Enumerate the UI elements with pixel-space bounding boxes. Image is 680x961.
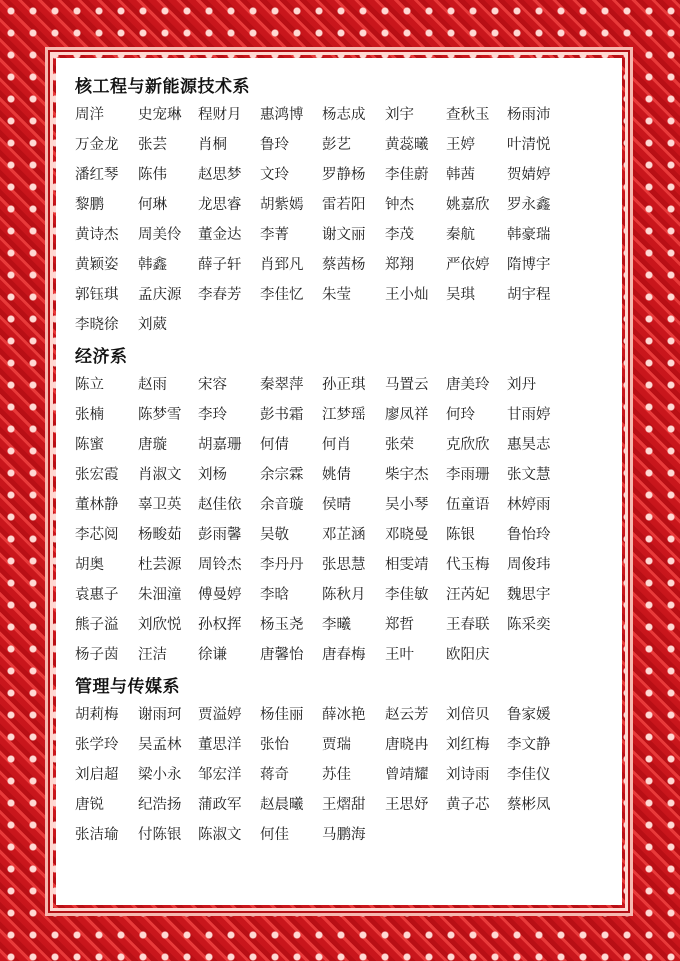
student-name: 王婷 [446, 137, 475, 153]
student-name: 杨佳丽 [260, 707, 304, 723]
student-name: 黄子芯 [446, 797, 490, 813]
student-name: 傅曼婷 [198, 587, 242, 603]
student-name: 钟杰 [385, 197, 414, 213]
student-name: 张芸 [138, 137, 167, 153]
student-name: 唐美玲 [446, 377, 490, 393]
student-name: 薛子轩 [198, 257, 242, 273]
student-name: 胡嘉珊 [198, 437, 242, 453]
student-name: 姚倩 [322, 467, 351, 483]
student-name: 唐锐 [75, 797, 104, 813]
student-name: 徐谦 [198, 647, 227, 663]
student-name: 惠鸿博 [260, 107, 304, 123]
student-name: 陈银 [446, 527, 475, 543]
student-name: 王叶 [385, 647, 414, 663]
student-name: 谢文丽 [322, 227, 366, 243]
student-name: 刘倍贝 [446, 707, 490, 723]
student-name: 李佳忆 [260, 287, 304, 303]
student-name: 贺婧婷 [507, 167, 551, 183]
student-name: 纪浩扬 [138, 797, 182, 813]
student-name: 李雨珊 [446, 467, 490, 483]
student-name: 刘诗雨 [446, 767, 490, 783]
student-name: 吴孟林 [138, 737, 182, 753]
student-name: 何倩 [260, 437, 289, 453]
student-name: 黄颖姿 [75, 257, 119, 273]
student-name: 汪芮妃 [446, 587, 490, 603]
student-name: 张怡 [260, 737, 289, 753]
student-name: 彭雨馨 [198, 527, 242, 543]
student-name: 李春芳 [198, 287, 242, 303]
student-name: 郑哲 [385, 617, 414, 633]
student-name: 伍童语 [446, 497, 490, 513]
student-name: 蒲政军 [198, 797, 242, 813]
student-name: 宋容 [198, 377, 227, 393]
student-name: 鲁怡玲 [507, 527, 551, 543]
student-name: 李茂 [385, 227, 414, 243]
student-name: 余音璇 [260, 497, 304, 513]
student-name: 陈秋月 [322, 587, 366, 603]
student-name: 何肖 [322, 437, 351, 453]
student-name: 黎鹏 [75, 197, 104, 213]
student-name: 吴琪 [446, 287, 475, 303]
student-name: 张荣 [385, 437, 414, 453]
student-name: 叶清悦 [507, 137, 551, 153]
student-name: 胡奥 [75, 557, 104, 573]
student-name: 李曦 [322, 617, 351, 633]
student-name: 赵晨曦 [260, 797, 304, 813]
student-name: 鲁家媛 [507, 707, 551, 723]
student-name: 李佳蔚 [385, 167, 429, 183]
student-name: 罗静杨 [322, 167, 366, 183]
student-name: 文玲 [260, 167, 289, 183]
student-name: 王熠甜 [322, 797, 366, 813]
student-name: 赵思梦 [198, 167, 242, 183]
student-name: 孙权挥 [198, 617, 242, 633]
student-name: 李丹丹 [260, 557, 304, 573]
student-name: 蔡彬凤 [507, 797, 551, 813]
student-name: 李佳敏 [385, 587, 429, 603]
student-name: 贾瑞 [322, 737, 351, 753]
student-name: 陈立 [75, 377, 104, 393]
student-name: 李文静 [507, 737, 551, 753]
student-name: 刘欣悦 [138, 617, 182, 633]
student-name: 陈淑文 [198, 827, 242, 843]
student-name: 李玲 [198, 407, 227, 423]
student-name: 胡莉梅 [75, 707, 119, 723]
student-name: 邹宏洋 [198, 767, 242, 783]
student-name: 郑翔 [385, 257, 414, 273]
student-name: 谢雨珂 [138, 707, 182, 723]
student-name: 刘红梅 [446, 737, 490, 753]
student-name: 董林静 [75, 497, 119, 513]
student-name: 张楠 [75, 407, 104, 423]
student-name: 克欣欣 [446, 437, 490, 453]
student-name: 彭艺 [322, 137, 351, 153]
student-name: 刘启超 [75, 767, 119, 783]
student-name: 李晓徐 [75, 317, 119, 333]
student-name: 李菁 [260, 227, 289, 243]
student-name: 张宏霞 [75, 467, 119, 483]
student-name: 查秋玉 [446, 107, 490, 123]
student-name: 孟庆源 [138, 287, 182, 303]
student-name: 朱沺潼 [138, 587, 182, 603]
student-name: 马鹏海 [322, 827, 366, 843]
student-name: 廖凤祥 [385, 407, 429, 423]
student-name: 熊子溢 [75, 617, 119, 633]
student-name: 董思洋 [198, 737, 242, 753]
section-title-management-media: 管理与传媒系 [75, 677, 180, 697]
student-name: 肖郅凡 [260, 257, 304, 273]
student-name: 邓芷涵 [322, 527, 366, 543]
student-name: 赵雨 [138, 377, 167, 393]
student-name: 杨雨沛 [507, 107, 551, 123]
student-name: 相雯靖 [385, 557, 429, 573]
student-name: 余宗霖 [260, 467, 304, 483]
student-name: 刘宇 [385, 107, 414, 123]
student-name: 张洁瑜 [75, 827, 119, 843]
student-name: 蒋奇 [260, 767, 289, 783]
student-name: 薛冰艳 [322, 707, 366, 723]
student-name: 吴敬 [260, 527, 289, 543]
student-name: 刘葳 [138, 317, 167, 333]
student-name: 周铃杰 [198, 557, 242, 573]
student-name: 周洋 [75, 107, 104, 123]
student-name: 陈蜜 [75, 437, 104, 453]
student-name: 唐春梅 [322, 647, 366, 663]
student-name: 胡宇程 [507, 287, 551, 303]
student-name: 韩豪瑞 [507, 227, 551, 243]
student-name: 马置云 [385, 377, 429, 393]
student-name: 韩鑫 [138, 257, 167, 273]
student-name: 李芯阅 [75, 527, 119, 543]
student-name: 肖淑文 [138, 467, 182, 483]
student-name: 秦翠萍 [260, 377, 304, 393]
student-name: 刘杨 [198, 467, 227, 483]
student-name: 陈采奕 [507, 617, 551, 633]
student-name: 付陈银 [138, 827, 182, 843]
student-name: 贾溢婷 [198, 707, 242, 723]
student-name: 何佳 [260, 827, 289, 843]
student-name: 何琳 [138, 197, 167, 213]
student-name: 潘红琴 [75, 167, 119, 183]
student-name: 周美伶 [138, 227, 182, 243]
student-name: 刘丹 [507, 377, 536, 393]
student-name: 唐璇 [138, 437, 167, 453]
student-name: 黄蕊曦 [385, 137, 429, 153]
student-name: 李晗 [260, 587, 289, 603]
student-name: 陈伟 [138, 167, 167, 183]
student-name: 赵佳依 [198, 497, 242, 513]
student-name: 鲁玲 [260, 137, 289, 153]
student-name: 张思慧 [322, 557, 366, 573]
student-name: 孙正琪 [322, 377, 366, 393]
student-name: 甘雨婷 [507, 407, 551, 423]
student-name: 侯晴 [322, 497, 351, 513]
student-name: 胡紫嫣 [260, 197, 304, 213]
student-name: 杜芸源 [138, 557, 182, 573]
student-name: 周俊玮 [507, 557, 551, 573]
section-title-economics: 经济系 [75, 347, 128, 367]
student-name: 邓晓曼 [385, 527, 429, 543]
student-name: 代玉梅 [446, 557, 490, 573]
student-name: 苏佳 [322, 767, 351, 783]
student-name: 曾靖耀 [385, 767, 429, 783]
section-title-nuclear-engineering: 核工程与新能源技术系 [75, 77, 250, 97]
student-name: 魏思宇 [507, 587, 551, 603]
student-name: 唐馨怡 [260, 647, 304, 663]
student-name: 欧阳庆 [446, 647, 490, 663]
student-name: 姚嘉欣 [446, 197, 490, 213]
student-name: 董金达 [198, 227, 242, 243]
student-name: 程财月 [198, 107, 242, 123]
student-name: 杨子茵 [75, 647, 119, 663]
student-name: 汪洁 [138, 647, 167, 663]
student-name: 何玲 [446, 407, 475, 423]
student-name: 柴宇杰 [385, 467, 429, 483]
student-name: 龙思睿 [198, 197, 242, 213]
student-name: 彭书霜 [260, 407, 304, 423]
student-name: 严依婷 [446, 257, 490, 273]
student-name: 韩茜 [446, 167, 475, 183]
student-name: 张学玲 [75, 737, 119, 753]
student-name: 陈梦雪 [138, 407, 182, 423]
student-name: 隋博宇 [507, 257, 551, 273]
student-name: 王小灿 [385, 287, 429, 303]
student-name: 王春联 [446, 617, 490, 633]
student-name: 张文慧 [507, 467, 551, 483]
student-name: 肖桐 [198, 137, 227, 153]
student-name: 唐晓冉 [385, 737, 429, 753]
student-name: 林婷雨 [507, 497, 551, 513]
student-name: 王思妤 [385, 797, 429, 813]
student-name: 郭钰琪 [75, 287, 119, 303]
student-name: 史宠琳 [138, 107, 182, 123]
student-name: 江梦瑶 [322, 407, 366, 423]
student-name: 杨志成 [322, 107, 366, 123]
student-name: 黄诗杰 [75, 227, 119, 243]
student-name: 辜卫英 [138, 497, 182, 513]
student-name: 朱莹 [322, 287, 351, 303]
student-name: 万金龙 [75, 137, 119, 153]
student-name: 蔡茜杨 [322, 257, 366, 273]
student-name: 惠昊志 [507, 437, 551, 453]
student-name: 雷若阳 [322, 197, 366, 213]
student-name: 杨玉尧 [260, 617, 304, 633]
student-name: 杨畯茹 [138, 527, 182, 543]
student-name: 李佳仪 [507, 767, 551, 783]
student-name: 赵云芳 [385, 707, 429, 723]
student-name: 秦航 [446, 227, 475, 243]
student-name: 袁惠子 [75, 587, 119, 603]
student-name: 梁小永 [138, 767, 182, 783]
student-name: 罗永鑫 [507, 197, 551, 213]
student-name: 吴小琴 [385, 497, 429, 513]
